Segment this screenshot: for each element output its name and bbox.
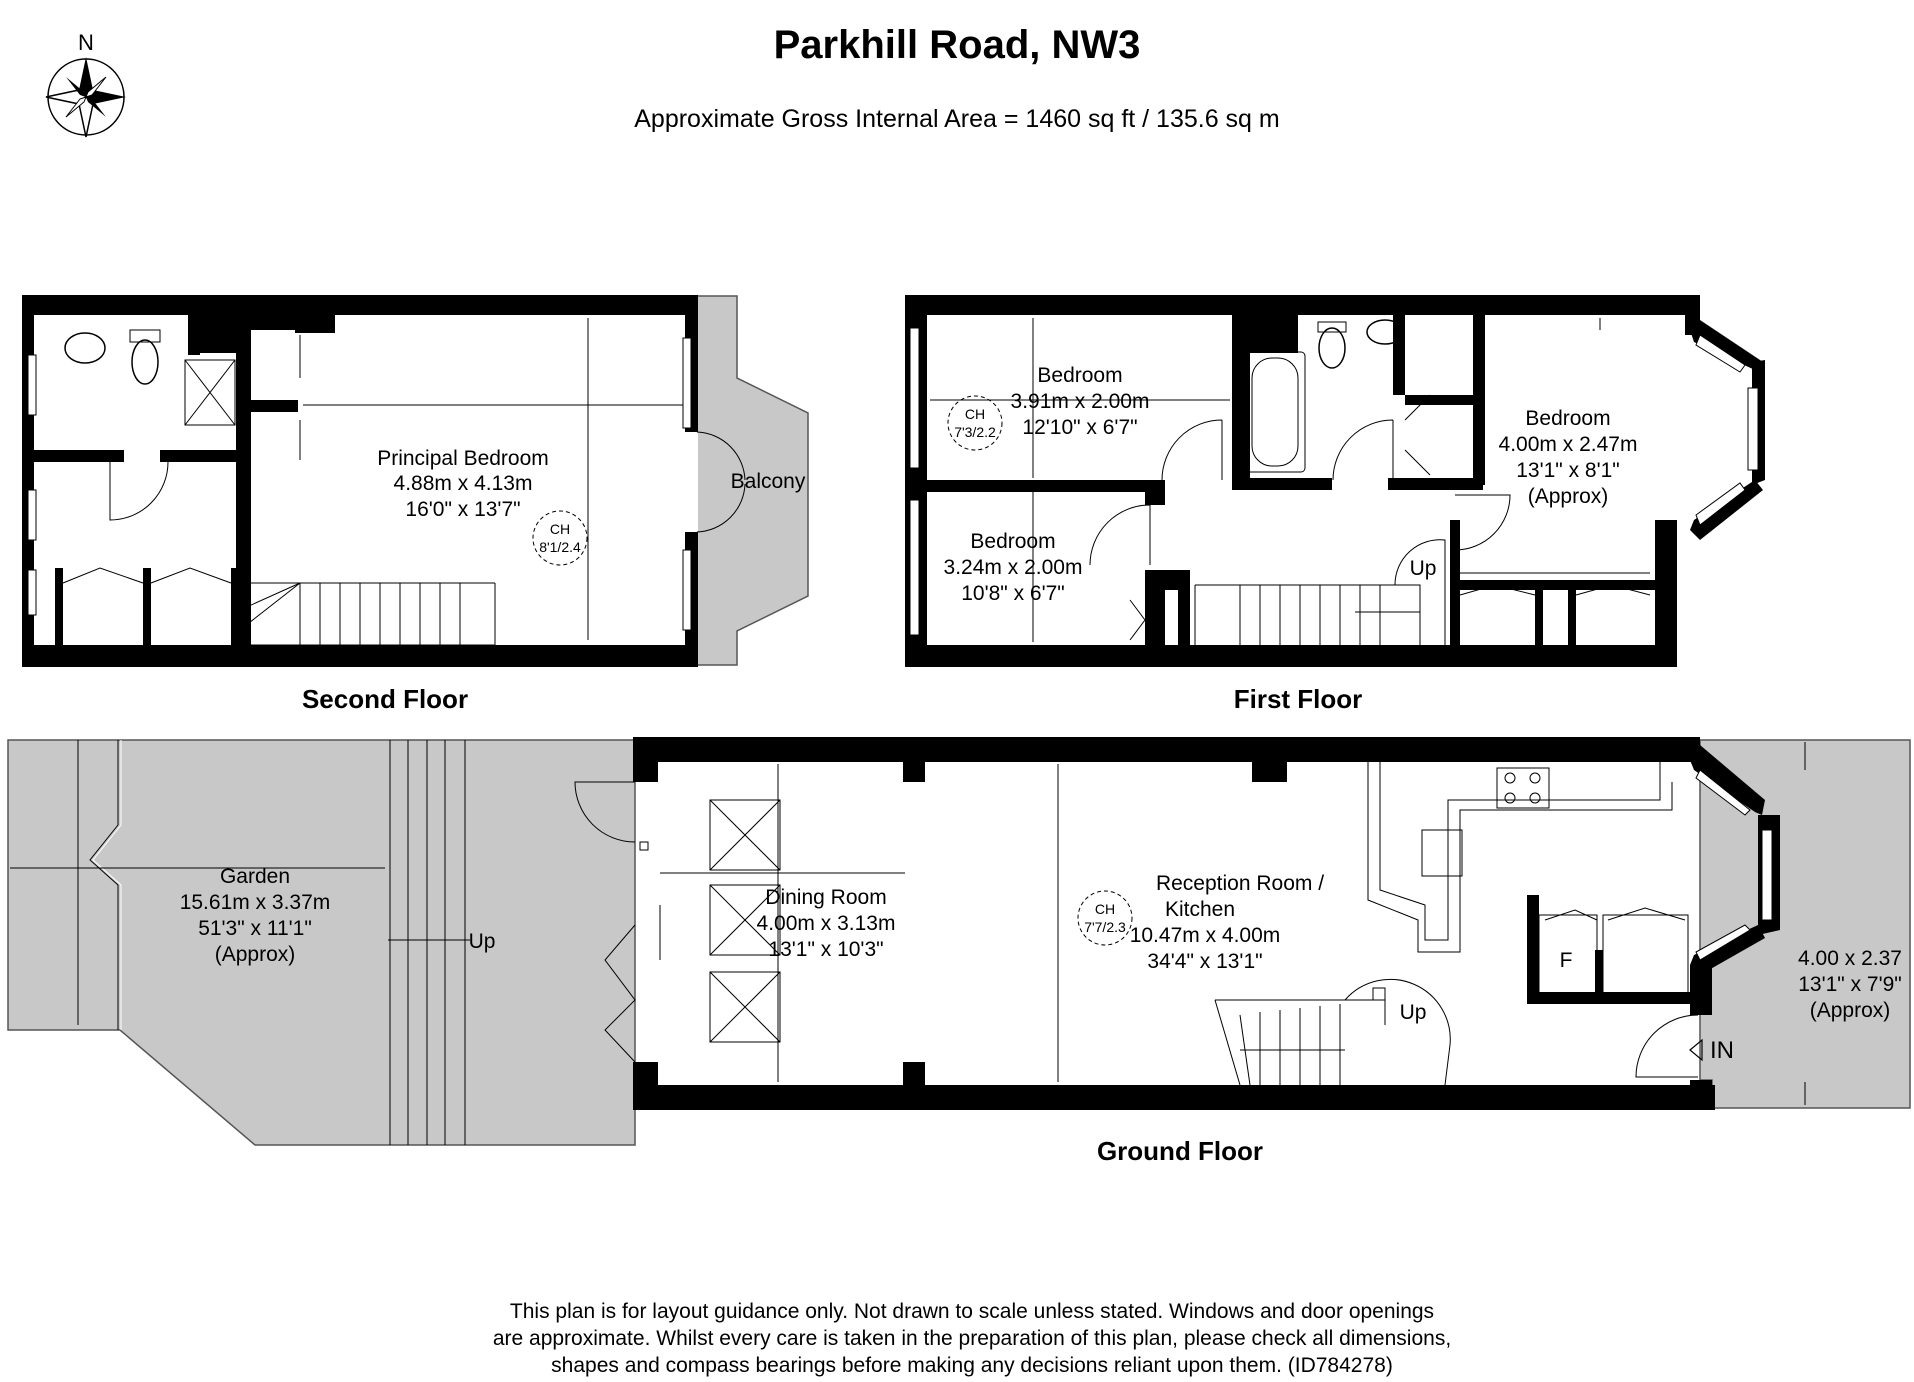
bedroom-b-metric: 3.24m x 2.00m xyxy=(943,556,1083,579)
ground-floor-label: Ground Floor xyxy=(1096,1136,1264,1166)
sink-icon xyxy=(1422,830,1462,876)
reception-room-name: Reception Room / xyxy=(1155,872,1325,895)
front-metric: 4.00 x 2.37 xyxy=(1798,947,1902,970)
bedroom-c-name: Bedroom xyxy=(1525,407,1611,430)
second-floor-plan xyxy=(22,295,808,667)
first-floor-plan xyxy=(905,295,1765,667)
ground-stairs-up-label: Up xyxy=(1399,1001,1427,1024)
second-ch-value: 8'1/2.4 xyxy=(539,539,581,555)
ground-floor-stairs xyxy=(1215,979,1450,1085)
first-ch-value: 7'3/2.2 xyxy=(954,424,996,440)
second-floor-stairs xyxy=(240,583,495,645)
second-floor-label: Second Floor xyxy=(301,684,469,714)
kitchen-name: Kitchen xyxy=(1164,898,1236,921)
garden-note: (Approx) xyxy=(214,943,296,966)
first-floor-stairs xyxy=(1195,540,1445,645)
front-imperial: 13'1" x 7'9" xyxy=(1798,973,1902,996)
first-floor-label: First Floor xyxy=(1233,684,1363,714)
hob-icon xyxy=(1497,768,1549,808)
principal-bedroom-metric: 4.88m x 4.13m xyxy=(393,472,533,495)
dining-room-metric: 4.00m x 3.13m xyxy=(756,912,896,935)
bedroom-b-name: Bedroom xyxy=(970,530,1056,553)
bedroom-a-metric: 3.91m x 2.00m xyxy=(1010,390,1150,413)
bedroom-c-note: (Approx) xyxy=(1527,485,1609,508)
bedroom-c-metric: 4.00m x 2.47m xyxy=(1498,433,1638,456)
compass-icon xyxy=(46,30,126,137)
area-subtitle: Approximate Gross Internal Area = 1460 sq ft / 135.6 sq m xyxy=(634,105,1280,133)
second-ch-label: CH xyxy=(549,521,571,537)
disclaimer-line-3: shapes and compass bearings before making any decisions reliant upon them. (ID784278) xyxy=(551,1354,1393,1377)
disclaimer-line-1: This plan is for layout guidance only. Not drawn to scale unless stated. Windows and door openings xyxy=(509,1300,1435,1323)
entrance-label: IN xyxy=(1710,1037,1734,1064)
ground-floor-plan xyxy=(8,737,1910,1145)
fridge-label: F xyxy=(1559,949,1573,972)
toilet-icon xyxy=(1319,328,1345,368)
garden-metric: 15.61m x 3.37m xyxy=(179,891,331,914)
front-note: (Approx) xyxy=(1809,999,1891,1022)
garden-area xyxy=(8,740,635,1145)
ground-ch-value: 7'7/2.3 xyxy=(1084,919,1126,935)
compass-north-label: N xyxy=(78,30,94,55)
dining-room-imperial: 13'1" x 10'3" xyxy=(768,938,884,961)
bedroom-b-imperial: 10'8" x 6'7" xyxy=(961,582,1065,605)
reception-room-imperial: 34'4" x 13'1" xyxy=(1147,950,1263,973)
garden-name: Garden xyxy=(219,865,291,888)
balcony-label: Balcony xyxy=(730,470,806,493)
basin-icon xyxy=(65,333,105,363)
principal-bedroom-imperial: 16'0" x 13'7" xyxy=(405,498,521,521)
garden-steps-up-label: Up xyxy=(468,930,496,953)
reception-room-metric: 10.47m x 4.00m xyxy=(1129,924,1281,947)
page-title: Parkhill Road, NW3 xyxy=(773,23,1141,67)
bedroom-a-name: Bedroom xyxy=(1037,364,1123,387)
bedroom-a-imperial: 12'10" x 6'7" xyxy=(1022,416,1138,439)
ground-ch-label: CH xyxy=(1094,901,1116,917)
first-stairs-up-label: Up xyxy=(1409,557,1437,580)
disclaimer-line-2: are approximate. Whilst every care is taken in the preparation of this plan, please check all dimensions, xyxy=(492,1327,1452,1350)
first-ch-label: CH xyxy=(964,406,986,422)
garden-imperial: 51'3" x 11'1" xyxy=(198,917,312,940)
dining-room-name: Dining Room xyxy=(765,886,887,909)
toilet-icon xyxy=(132,340,158,384)
bedroom-c-imperial: 13'1" x 8'1" xyxy=(1516,459,1620,482)
principal-bedroom-name: Principal Bedroom xyxy=(377,447,549,470)
